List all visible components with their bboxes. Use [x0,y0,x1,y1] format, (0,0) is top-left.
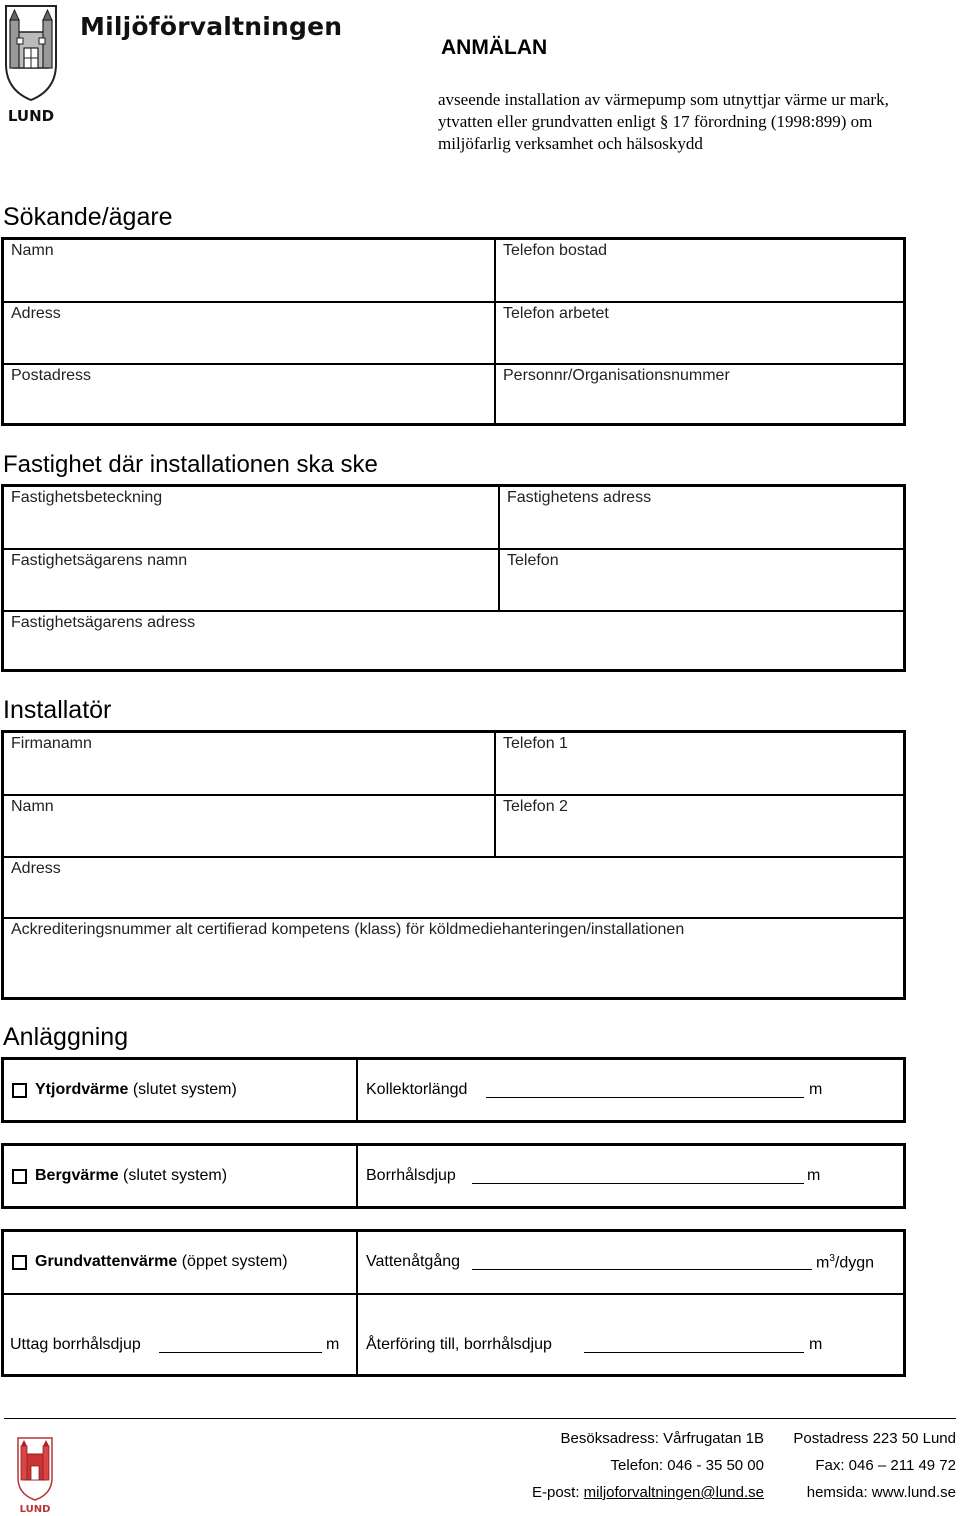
property-address-label: Fastighetens adress [507,489,652,506]
footer-lund-logo [16,1436,54,1514]
installer-company-field[interactable] [4,733,494,794]
applicant-phone-home-label: Telefon bostad [503,242,608,259]
applicant-address-field[interactable] [4,303,494,363]
document-subtitle: avseende installation av värmepump som utnyttjar värme ur mark, ytvatten eller grundvatten enligt § 17 förordning (1998:899) om miljöfarlig verksamhet och hälsoskydd [438,90,889,153]
applicant-postal-address-label: Postadress [11,367,92,384]
applicant-id-number-field[interactable] [494,365,903,423]
property-owner-address-label: Fastighetsägarens adress [11,614,196,631]
property-designation-label: Fastighetsbeteckning [11,489,163,506]
property-phone-label: Telefon [507,552,559,569]
borehole-depth-label: Borrhålsdjup [366,1167,456,1184]
applicant-form [1,237,906,426]
footer-postal-address: Postadress 223 50 Lund [793,1430,956,1447]
applicant-postal-address-field[interactable] [4,365,494,423]
installer-accreditation-field[interactable] [4,919,903,997]
lund-coat-of-arms-logo [2,2,60,124]
rock-heat-label: Bergvärme (slutet system) [35,1167,228,1184]
collector-length-input[interactable] [486,1097,804,1098]
groundwater-heat-checkbox[interactable] [12,1255,27,1270]
rock-heat-checkbox[interactable] [12,1169,27,1184]
organization-name: Miljöförvaltningen [80,12,343,41]
property-owner-name-field[interactable] [4,550,498,610]
section-heading-installer: Installatör [3,696,112,724]
groundwater-heat-label: Grundvattenvärme (öppet system) [35,1253,288,1270]
installer-name-label: Namn [11,798,54,815]
section-heading-facility: Anläggning [3,1023,129,1051]
rock-heat-row [1,1143,906,1209]
installer-company-label: Firmanamn [11,735,92,752]
surface-ground-heat-checkbox[interactable] [12,1083,27,1098]
footer-email-link[interactable]: miljoforvaltningen@lund.se [583,1484,764,1501]
reinjection-depth-label: Återföring till, borrhålsdjup [366,1336,552,1353]
section-heading-applicant: Sökande/ägare [3,203,173,231]
applicant-name-label: Namn [11,242,54,259]
installer-phone2-label: Telefon 2 [503,798,568,815]
water-consumption-unit: $m^3$/dygn [816,1253,875,1272]
collector-length-unit: m [809,1081,823,1098]
installer-phone2-field[interactable] [494,796,903,856]
svg-text:LUND: LUND [7,107,55,124]
installer-address-label: Adress [11,860,61,877]
collector-length-label: Kollektorlängd [366,1081,468,1098]
reinjection-depth-input[interactable] [584,1352,804,1353]
applicant-id-number-label: Personnr/Organisationsnummer [503,367,730,384]
installer-form [1,730,906,1000]
property-address-field[interactable] [498,487,903,548]
footer-fax: Fax: 046 – 211 49 72 [815,1457,956,1474]
applicant-phone-work-field[interactable] [494,303,903,363]
installer-phone1-label: Telefon 1 [503,735,568,752]
borehole-depth-unit: m [807,1167,821,1184]
property-owner-address-field[interactable] [4,612,903,669]
reinjection-depth-unit: m [809,1336,823,1353]
surface-ground-heat-row [1,1057,906,1123]
extraction-depth-label: Uttag borrhålsdjup [10,1336,141,1353]
property-owner-name-label: Fastighetsägarens namn [11,552,188,569]
borehole-depth-input[interactable] [472,1183,804,1184]
groundwater-heat-block [1,1229,906,1377]
footer-email: E-post: miljoforvaltningen@lund.se [531,1484,764,1501]
extraction-depth-unit: m [326,1336,340,1353]
footer-divider [4,1418,956,1419]
installer-address-field[interactable] [4,858,903,917]
property-designation-field[interactable] [4,487,498,548]
applicant-phone-work-label: Telefon arbetet [503,305,609,322]
applicant-address-label: Adress [11,305,61,322]
section-heading-property: Fastighet där installationen ska ske [3,451,378,478]
footer-visiting-address: Besöksadress: Vårfrugatan 1B [560,1430,764,1447]
installer-accreditation-label: Ackrediteringsnummer alt certifierad kompetens (klass) för köldmediehanteringen/installationen [11,921,685,938]
footer-website[interactable]: hemsida: www.lund.se [806,1484,956,1501]
applicant-phone-home-field[interactable] [494,240,903,301]
property-phone-field[interactable] [498,550,903,610]
property-form [1,484,906,672]
applicant-name-field[interactable] [4,240,494,301]
svg-text:LUND: LUND [19,1504,51,1514]
installer-phone1-field[interactable] [494,733,903,794]
water-consumption-label: Vattenåtgång [366,1253,461,1270]
water-consumption-input[interactable] [472,1269,812,1270]
surface-ground-heat-label: Ytjordvärme (slutet system) [35,1081,237,1098]
document-title: ANMÄLAN [441,36,548,59]
installer-name-field[interactable] [4,796,494,856]
footer-phone: Telefon: 046 - 35 50 00 [610,1457,764,1474]
extraction-depth-input[interactable] [159,1352,322,1353]
